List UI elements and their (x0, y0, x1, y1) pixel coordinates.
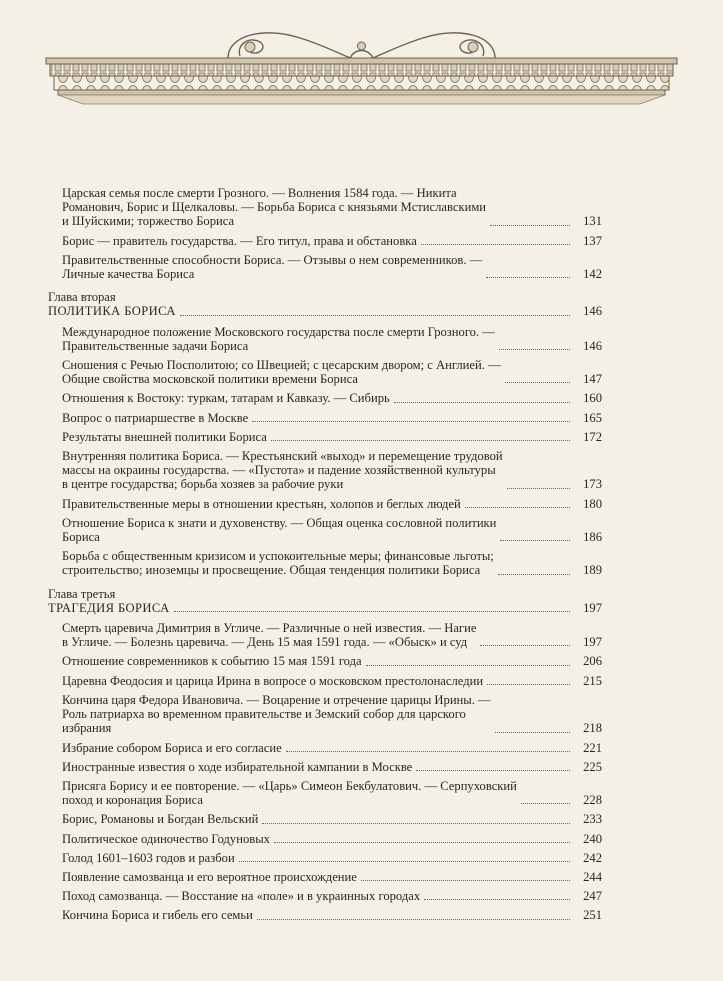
table-of-contents (48, 186, 602, 928)
chapter-label: Глава вторая (48, 290, 116, 305)
toc-entry[interactable] (62, 760, 602, 774)
page-number: 228 (583, 793, 602, 808)
toc-entry-text: Отношение Бориса к знати и духовенству. — Общая оценка сословной политики Бориса (62, 515, 497, 545)
toc-entry[interactable] (62, 430, 602, 444)
leader-dots (490, 225, 570, 226)
toc-entry-text: Иностранные известия о ходе избирательной кампании в Москве (62, 759, 413, 774)
toc-entry-text: Политическое одиночество Годуновых (62, 831, 270, 846)
leader-dots (521, 803, 570, 804)
page-number: 172 (583, 429, 602, 444)
leader-dots (465, 507, 570, 508)
page-number: 146 (583, 304, 602, 319)
toc-entry[interactable] (62, 674, 602, 688)
toc-entry[interactable] (62, 870, 602, 884)
toc-entry[interactable] (62, 516, 602, 544)
toc-entry[interactable] (62, 253, 602, 281)
toc-entry-text: Появление самозванца и его вероятное происхождение (62, 869, 357, 884)
toc-entry[interactable] (62, 234, 602, 248)
leader-dots (486, 277, 570, 278)
toc-entry-text: Царевна Феодосия и царица Ирина в вопросе о московском престолонаследии (62, 673, 484, 688)
page-number: 173 (583, 477, 602, 492)
page-number: 131 (583, 214, 602, 229)
toc-entry-text: Сношения с Речью Посполитою; со Швецией; с цесарским двором; с Англией. — Общие свойства московской политики времени Бориса (62, 358, 501, 387)
toc-entry[interactable] (62, 497, 602, 511)
toc-entry[interactable] (62, 391, 602, 405)
toc-entry-text: Правительственные меры в отношении крестьян, холопов и беглых людей (62, 496, 461, 511)
page-number: 146 (583, 338, 602, 353)
toc-entry[interactable] (62, 741, 602, 755)
leader-dots (499, 349, 570, 350)
leader-dots (495, 732, 570, 733)
page-number: 147 (583, 372, 602, 387)
page-number: 218 (583, 721, 602, 736)
page-number: 206 (583, 654, 602, 669)
leader-dots (366, 665, 570, 666)
toc-entry-text: Голод 1601–1603 годов и разбои (62, 850, 235, 865)
page-number: 233 (583, 812, 602, 827)
chapter-title: ТРАГЕДИЯ БОРИСА (48, 600, 170, 615)
leader-dots (274, 842, 570, 843)
toc-entry[interactable] (62, 851, 602, 865)
toc-entry[interactable] (62, 693, 602, 736)
toc-entry[interactable] (62, 908, 602, 922)
leader-dots (421, 244, 570, 245)
page-number: 247 (583, 889, 602, 904)
toc-entry[interactable] (62, 449, 602, 492)
toc-entry[interactable] (62, 889, 602, 903)
leader-dots (394, 402, 570, 403)
toc-entry[interactable] (62, 621, 602, 649)
toc-entry-text: Поход самозванца. — Восстание на «поле» и в украинных городах (62, 889, 421, 904)
leader-dots (480, 645, 570, 646)
page-number: 189 (583, 563, 602, 578)
toc-entry-text: Борис — правитель государства. — Его титул, права и обстановка (62, 233, 417, 248)
toc-entry-text: Внутренняя политика Бориса. — Крестьянский «выход» и перемещение трудовой массы на окраины государства. — «Пустота» и падение хозяйственной культуры в центре государства; борьба хозяев за рабочие руки (62, 449, 503, 492)
toc-entry[interactable] (62, 325, 602, 353)
toc-entry-text: Отношения к Востоку: туркам, татарам и Кавказу. — Сибирь (62, 391, 390, 406)
page-number: 197 (583, 600, 602, 615)
page-number: 225 (583, 759, 602, 774)
toc-entry[interactable] (62, 358, 602, 386)
leader-dots (416, 770, 570, 771)
page-number: 221 (583, 740, 602, 755)
page-number: 197 (583, 635, 602, 650)
page-number: 165 (583, 410, 602, 425)
page-number: 251 (583, 908, 602, 923)
leader-dots (252, 421, 570, 422)
page-number: 180 (583, 496, 602, 511)
page-number: 137 (583, 233, 602, 248)
leader-dots (424, 899, 570, 900)
toc-entry-text: Царская семья после смерти Грозного. — Волнения 1584 года. — Никита Романович, Борис и Щелкаловы. — Борьба Бориса с князьями Мстиславскими и Шуйскими; торжество Бориса (62, 186, 487, 229)
toc-entry[interactable] (62, 186, 602, 229)
toc-entry[interactable] (62, 654, 602, 668)
page-number: 142 (583, 267, 602, 282)
toc-entry[interactable] (62, 832, 602, 846)
chapter-heading-2[interactable] (48, 290, 602, 318)
toc-entry-text: Присяга Борису и ее повторение. — «Царь» Симеон Бекбулатович. — Серпуховский поход и коронация Бориса (62, 778, 517, 808)
leader-dots (271, 440, 570, 441)
toc-entry[interactable] (62, 812, 602, 826)
toc-entry-text: Кончина царя Федора Ивановича. — Воцарение и отречение царицы Ирины. — Роль патриарха во временном правительстве и Земский собор для царского избрания (62, 692, 491, 736)
leader-dots (500, 540, 570, 541)
chapter-title: ПОЛИТИКА БОРИСА (48, 304, 176, 319)
leader-dots (505, 382, 570, 383)
leader-dots (174, 611, 570, 612)
leader-dots (487, 684, 570, 685)
chapter-label: Глава третья (48, 586, 116, 601)
leader-dots (507, 488, 570, 489)
leader-dots (361, 880, 570, 881)
leader-dots (180, 315, 570, 316)
toc-entry-text: Борис, Романовы и Богдан Вельский (62, 812, 259, 827)
toc-entry-text: Смерть царевича Димитрия в Угличе. — Различные о ней известия. — Нагие в Угличе. — Болезнь царевича. — День 15 мая 1591 года. — «Обыск» и суд (62, 621, 477, 650)
toc-entry[interactable] (62, 549, 602, 577)
page-number: 242 (583, 850, 602, 865)
page-number: 186 (583, 530, 602, 545)
toc-entry[interactable] (62, 779, 602, 807)
leader-dots (239, 861, 570, 862)
toc-entry-text: Международное положение Московского государства после смерти Грозного. — Правительственные задачи Бориса (62, 324, 495, 353)
page-number: 244 (583, 869, 602, 884)
page-number: 215 (583, 673, 602, 688)
leader-dots (498, 574, 570, 575)
toc-entry-text: Правительственные способности Бориса. — Отзывы о нем современников. — Личные качества Бориса (62, 252, 483, 282)
toc-entry-text: Вопрос о патриаршестве в Москве (62, 410, 249, 425)
toc-entry[interactable] (62, 411, 602, 425)
chapter-heading-3[interactable] (48, 587, 602, 615)
toc-entry-text: Избрание собором Бориса и его согласие (62, 740, 282, 755)
leader-dots (286, 751, 570, 752)
decorative-cornice-ornament (0, 0, 723, 110)
page-number: 160 (583, 391, 602, 406)
toc-entry-text: Кончина Бориса и гибель его семьи (62, 908, 253, 923)
leader-dots (262, 823, 570, 824)
toc-entry-text: Борьба с общественным кризисом и успокоительные меры; финансовые льготы; строительство; иноземцы и просвещение. Общая тенденция политики Бориса (62, 549, 494, 578)
page-number: 240 (583, 831, 602, 846)
toc-entry-text: Отношение современников к событию 15 мая 1591 года (62, 654, 362, 669)
toc-entry-text: Результаты внешней политики Бориса (62, 429, 267, 444)
leader-dots (257, 919, 570, 920)
